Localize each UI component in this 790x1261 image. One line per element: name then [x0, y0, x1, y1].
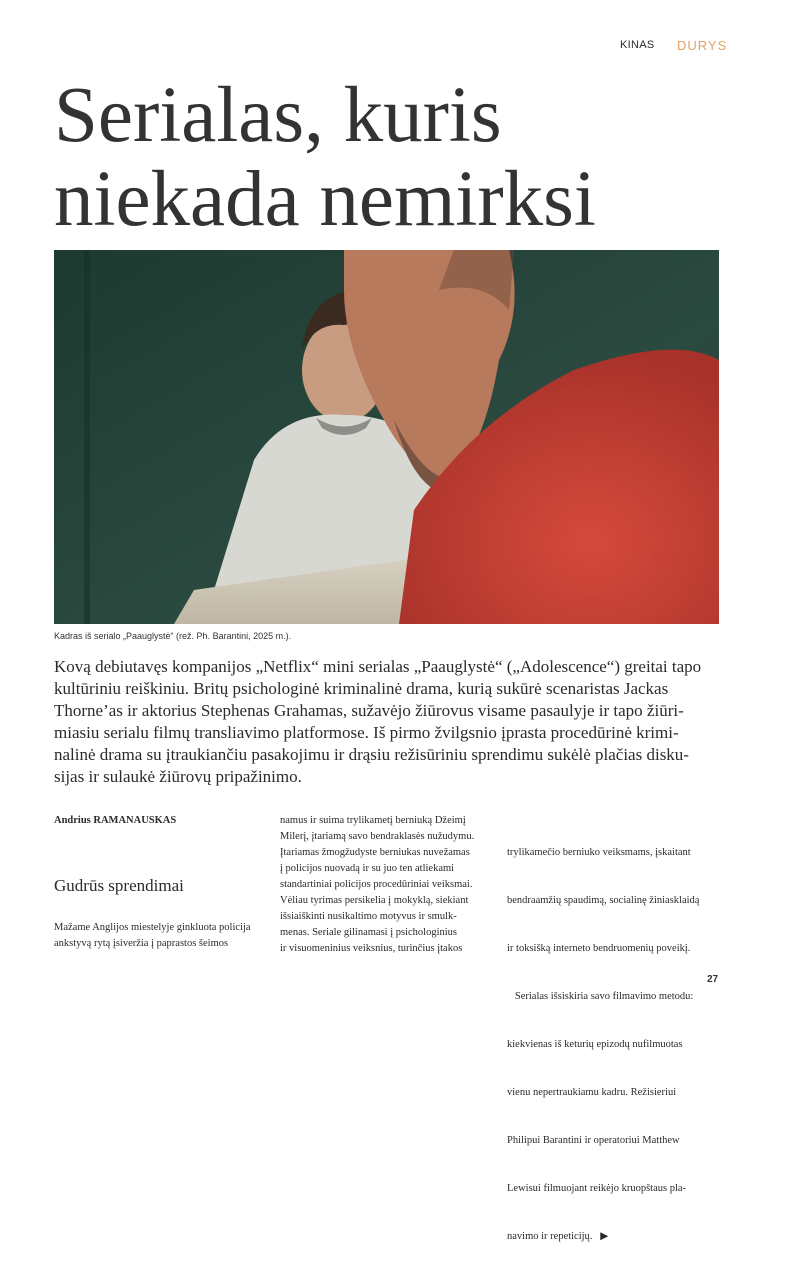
body-line: standartiniai policijos procedūriniai veiksmai. — [280, 879, 473, 890]
body-line: Mažame Anglijos miestelyje ginkluota policija — [54, 922, 251, 933]
body-line: navimo ir repeticijų. ▶ — [507, 1231, 609, 1242]
body-line: Serialas išsiskiria savo filmavimo metodu: — [507, 991, 694, 1002]
lead-line: nalinė drama su įtraukiančiu pasakojimu ir drąsiu režisūriniu sprendimu sukėlė plačias disku- — [54, 745, 689, 764]
body-line: ir toksišką interneto bendruomenių poveikį. — [507, 943, 691, 954]
lead-line: kultūriniu reiškiniu. Britų psichologinė kriminalinė drama, kurią sukūrė scenaristas Jackas — [54, 679, 669, 698]
article-title-line-1: Serialas, kuris — [54, 72, 502, 159]
lead-line: Kovą debiutavęs kompanijos „Netflix“ mini serialas „Paauglystė“ („Adolescence“) greitai tapo — [54, 657, 702, 676]
photo-caption: Kadras iš serialo „Paauglystė“ (rež. Ph. Barantini, 2025 m.). — [54, 631, 292, 641]
body-line: namus ir suima trylikametį berniuką Džeimį — [280, 815, 466, 826]
body-line: išsiaiškinti nusikaltimo motyvus ir smulk- — [280, 911, 457, 922]
body-line: Milerį, įtariamą savo bendraklasės nužudymu. — [280, 831, 475, 842]
body-line: Lewisui filmuojant reikėjo kruopštaus pla- — [507, 1183, 687, 1194]
body-column-1 — [54, 920, 272, 952]
section-subheading: Gudrūs sprendimai — [54, 876, 184, 895]
section-label: KINAS — [620, 39, 655, 51]
body-line: menas. Seriale gilinamasi į psichologinius — [280, 927, 458, 938]
body-line: Philipui Barantini ir operatoriui Matthew — [507, 1135, 680, 1146]
body-column-3 — [507, 813, 725, 1261]
body-line: kiekvienas iš keturių epizodų nufilmuotas — [507, 1039, 683, 1050]
article-author: Andrius RAMANAUSKAS — [54, 815, 177, 826]
article-title-line-2: niekada nemirksi — [54, 156, 596, 243]
film-still-image — [54, 250, 719, 624]
lead-line: sijas ir sulaukė žiūrovų pripažinimo. — [54, 767, 302, 786]
body-line: ankstyvą rytą įsiveržia į paprastos šeimos — [54, 938, 229, 949]
body-line: vienu nepertraukiamu kadru. Režisieriui — [507, 1087, 677, 1098]
body-line: Įtariamas žmogžudyste berniukas nuvežamas — [280, 847, 470, 858]
lead-paragraph — [54, 656, 719, 788]
body-line: į policijos nuovadą ir su juo ten atliekami — [280, 863, 455, 874]
body-line: Vėliau tyrimas persikelia į mokyklą, siekiant — [280, 895, 469, 906]
body-column-2 — [280, 813, 498, 957]
page-number: 27 — [707, 974, 719, 985]
lead-line: Thorne’as ir aktorius Stephenas Grahamas, sužavėjo žiūrovus visame pasaulyje ir tapo žiūri- — [54, 701, 684, 720]
magazine-brand: DURYS — [677, 38, 728, 53]
lead-line: miasiu serialu filmų transliavimo platformose. Iš pirmo žvilgsnio įprasta procedūrinė krimi- — [54, 723, 679, 742]
body-line: bendraamžių spaudimą, socialinę žiniasklaidą — [507, 895, 700, 906]
body-line: trylikamečio berniuko veiksmams, įskaitant — [507, 847, 691, 858]
body-line: ir visuomeninius veiksnius, turinčius įtakos — [280, 943, 463, 954]
article-photo — [54, 250, 719, 624]
article-title — [54, 74, 754, 242]
